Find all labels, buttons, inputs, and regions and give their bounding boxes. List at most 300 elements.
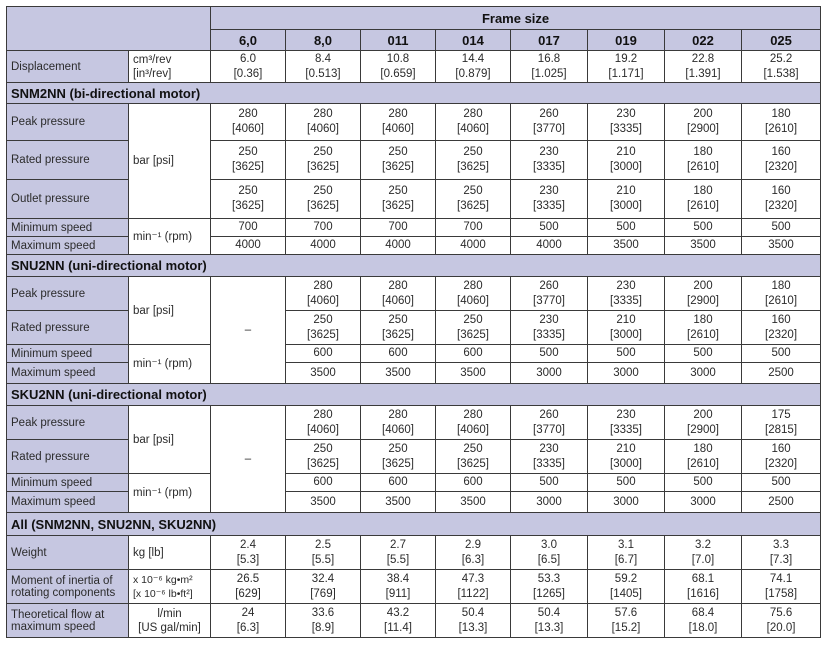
metric-value: 260 [539,108,559,120]
metric-value: 10.8 [386,52,410,65]
value-cell: 2500 [742,363,821,384]
value-cell: 3000 [665,363,742,384]
value-cell [436,536,511,570]
not-available-cell: – [211,406,286,513]
imperial-value: [0.513] [305,67,341,80]
value-cell [436,311,511,345]
section-title: SKU2NN (uni-directional motor) [7,384,821,406]
imperial-value: [3625] [307,200,339,212]
metric-value: 280 [463,408,483,421]
metric-value: 8.4 [315,52,331,65]
imperial-value: [2320] [765,457,798,470]
value-cell [436,440,511,474]
value-cell [665,104,742,141]
value-cell [511,311,588,345]
value-cell: 3000 [588,492,665,513]
value-cell [511,536,588,570]
value-cell: 3000 [511,492,588,513]
value-cell: 3500 [665,237,742,255]
value-cell [742,311,821,345]
value-cell [361,180,436,219]
value-cell [665,570,742,604]
metric-value: 250 [463,442,483,455]
value-cell [436,51,511,83]
metric-value: 280 [388,279,408,292]
metric-value: 230 [539,185,559,197]
unit-line: [in³/rev] [133,67,172,80]
imperial-value: [1616] [687,587,719,600]
pressure-unit: bar [psi] [129,104,211,219]
row-label: Minimum speed [7,345,129,363]
speed-unit: min⁻¹ (rpm) [129,345,211,384]
value-cell: 4000 [211,237,286,255]
value-cell [436,277,511,311]
metric-value: 210 [616,185,636,197]
metric-value: 250 [313,185,333,197]
section-title: SNU2NN (uni-directional motor) [7,255,821,277]
value-cell [286,536,361,570]
row-label: Rated pressure [7,440,129,474]
value-cell: 500 [742,474,821,492]
metric-value: 250 [238,185,258,197]
value-cell [361,440,436,474]
value-cell [361,141,436,180]
metric-value: 210 [616,442,636,455]
value-cell [588,51,665,83]
imperial-value: [3000] [610,328,642,341]
value-cell [588,311,665,345]
value-cell [511,277,588,311]
value-cell: 500 [588,345,665,363]
value-cell [742,141,821,180]
value-cell: 3500 [436,363,511,384]
value-cell: 4000 [286,237,361,255]
value-cell [511,440,588,474]
metric-value: 68.4 [691,606,715,619]
metric-value: 250 [388,313,408,326]
imperial-value: [3335] [533,328,565,341]
label-line: maximum speed [11,620,96,633]
value-cell: 600 [436,474,511,492]
value-cell [665,604,742,638]
value-cell: 3000 [511,363,588,384]
imperial-value: [18.0] [688,621,718,634]
value-cell [436,141,511,180]
value-cell: 3500 [361,363,436,384]
value-cell [211,536,286,570]
metric-value: 280 [313,408,333,421]
value-cell: 600 [361,345,436,363]
metric-value: 47.3 [461,572,485,585]
sku-peak-row [7,406,821,440]
imperial-value: [1122] [457,587,489,600]
snu-peak-row [7,277,821,311]
imperial-value: [3625] [382,161,414,173]
metric-value: 74.1 [769,572,793,585]
imperial-value: [911] [385,587,411,600]
metric-value: 180 [693,442,713,455]
metric-value: 280 [313,279,333,292]
row-label: Minimum speed [7,219,129,237]
displacement-unit [129,51,211,83]
imperial-value: [20.0] [766,621,796,634]
imperial-value: [1405] [610,587,642,600]
imperial-value: [2900] [687,123,719,135]
imperial-value: [4060] [382,123,414,135]
metric-value: 160 [771,185,791,197]
value-cell: 500 [511,474,588,492]
flow-row [7,604,821,638]
metric-value: 19.2 [614,52,638,65]
metric-value: 43.2 [386,606,410,619]
imperial-value: [3335] [610,123,642,135]
inertia-unit [129,570,211,604]
imperial-value: [6.7] [614,553,638,566]
imperial-value: [3625] [457,161,489,173]
value-cell [742,277,821,311]
value-cell [211,570,286,604]
imperial-value: [6.3] [236,621,260,634]
value-cell: 700 [211,219,286,237]
imperial-value: [3335] [533,200,565,212]
value-cell: 500 [665,219,742,237]
metric-value: 250 [463,313,483,326]
unit-line: x 10⁻⁶ kg•m² [133,573,193,586]
snu-min-speed-row [7,345,821,363]
value-cell [286,406,361,440]
imperial-value: [3625] [382,328,414,341]
metric-value: 3.0 [541,538,557,551]
value-cell: 600 [361,474,436,492]
metric-value: 38.4 [386,572,410,585]
value-cell [665,536,742,570]
metric-value: 230 [539,313,559,326]
imperial-value: [11.4] [384,621,412,634]
value-cell: 500 [511,219,588,237]
imperial-value: [4060] [232,123,264,135]
value-cell [511,180,588,219]
metric-value: 3.2 [695,538,711,551]
metric-value: 250 [388,442,408,455]
speed-unit: min⁻¹ (rpm) [129,474,211,513]
metric-value: 180 [693,313,713,326]
value-cell [588,440,665,474]
imperial-value: [4060] [457,423,489,436]
value-cell [742,180,821,219]
imperial-value: [2320] [765,200,798,212]
metric-value: 50.4 [461,606,485,619]
frame-size-header: 6,0 [211,30,286,51]
imperial-value: [1.538] [763,67,799,80]
imperial-value: [3000] [610,200,642,212]
value-cell [742,570,821,604]
metric-value: 22.8 [691,52,715,65]
metric-value: 160 [771,442,791,455]
all-section-row [7,513,821,536]
metric-value: 250 [238,146,258,158]
value-cell [361,536,436,570]
metric-value: 210 [616,146,636,158]
imperial-value: [3625] [457,200,489,212]
metric-value: 180 [771,279,791,292]
metric-value: 280 [388,108,408,120]
value-cell [665,51,742,83]
row-label: Weight [7,536,129,570]
value-cell [588,141,665,180]
value-cell [436,604,511,638]
value-cell [588,180,665,219]
metric-value: 3.3 [773,538,790,551]
imperial-value: [3335] [533,457,565,470]
value-cell [361,51,436,83]
value-cell [436,406,511,440]
metric-value: 175 [771,408,791,421]
imperial-value: [2610] [687,161,719,173]
value-cell [361,311,436,345]
metric-value: 230 [539,442,559,455]
metric-value: 250 [388,185,408,197]
unit-line: l/min [157,607,182,620]
value-cell [211,104,286,141]
value-cell: 500 [511,345,588,363]
metric-value: 230 [616,279,636,292]
imperial-value: [3335] [533,161,565,173]
imperial-value: [2320] [765,161,798,173]
value-cell [286,604,361,638]
metric-value: 230 [616,408,636,421]
unit-line: [x 10⁻⁶ lb•ft²] [133,587,193,600]
row-label: Rated pressure [7,311,129,345]
sku-min-speed-row [7,474,821,492]
value-cell [665,180,742,219]
not-available-cell: – [211,277,286,384]
value-cell [511,104,588,141]
header-blank-cell [7,7,211,51]
speed-unit: min⁻¹ (rpm) [129,219,211,255]
value-cell [665,277,742,311]
value-cell [742,51,821,83]
imperial-value: [4060] [457,123,489,135]
value-cell: 600 [286,474,361,492]
metric-value: 25.2 [769,52,793,65]
value-cell [361,406,436,440]
value-cell [588,536,665,570]
imperial-value: [769] [310,587,336,600]
value-cell [588,104,665,141]
row-label: Maximum speed [7,363,129,384]
metric-value: 250 [463,185,483,197]
metric-value: 280 [463,108,483,120]
imperial-value: [3770] [533,423,565,436]
imperial-value: [8.9] [311,621,335,634]
metric-value: 230 [616,108,636,120]
imperial-value: [3625] [232,161,264,173]
imperial-value: [2320] [765,328,798,341]
metric-value: 280 [388,408,408,421]
imperial-value: [3335] [610,294,642,307]
imperial-value: [7.3] [769,553,793,566]
metric-value: 260 [539,408,559,421]
value-cell: 3500 [286,492,361,513]
displacement-label: Displacement [7,51,129,83]
imperial-value: [3625] [457,457,489,470]
imperial-value: [3625] [307,328,339,341]
row-label: Maximum speed [7,237,129,255]
imperial-value: [4060] [307,123,339,135]
imperial-value: [0.879] [455,67,491,80]
value-cell [286,51,361,83]
value-cell: 500 [665,345,742,363]
label-line: Moment of inertia of [11,574,113,587]
frame-size-header: 011 [361,30,436,51]
metric-value: 200 [693,408,713,421]
imperial-value: [6.5] [537,553,561,566]
metric-value: 250 [313,146,333,158]
imperial-value: [3000] [610,161,642,173]
imperial-value: [2610] [765,294,798,307]
metric-value: 2.7 [390,538,406,551]
imperial-value: [7.0] [691,553,715,566]
value-cell [665,440,742,474]
imperial-value: [15.2] [611,621,641,634]
metric-value: 250 [313,442,333,455]
value-cell: 3500 [588,237,665,255]
frame-size-title-row [7,7,821,30]
imperial-value: [3625] [457,328,489,341]
label-line: rotating components [11,586,116,599]
imperial-value: [1758] [765,587,798,600]
displacement-row [7,51,821,83]
value-cell [211,604,286,638]
row-label: Maximum speed [7,492,129,513]
value-cell: 500 [742,219,821,237]
metric-value: 26.5 [236,572,260,585]
imperial-value: [4060] [307,294,339,307]
value-cell [286,311,361,345]
imperial-value: [3335] [610,423,642,436]
imperial-value: [3625] [307,457,339,470]
metric-value: 53.3 [537,572,561,585]
value-cell [361,277,436,311]
value-cell [286,141,361,180]
value-cell [588,604,665,638]
metric-value: 250 [313,313,333,326]
value-cell: 600 [286,345,361,363]
value-cell: 4000 [436,237,511,255]
metric-value: 180 [693,185,713,197]
label-line: Theoretical flow at [11,608,105,621]
metric-value: 50.4 [537,606,561,619]
value-cell [665,141,742,180]
frame-size-header: 019 [588,30,665,51]
value-cell: 3500 [742,237,821,255]
imperial-value: [4060] [307,423,339,436]
value-cell [211,141,286,180]
value-cell [511,604,588,638]
value-cell [286,570,361,604]
row-label [7,604,129,638]
value-cell: 500 [742,345,821,363]
imperial-value: [3625] [232,200,264,212]
frame-size-spec-table [6,6,821,638]
metric-value: 2.4 [240,538,256,551]
metric-value: 32.4 [311,572,335,585]
value-cell: 4000 [511,237,588,255]
value-cell [511,51,588,83]
imperial-value: [4060] [457,294,489,307]
frame-size-header: 017 [511,30,588,51]
imperial-value: [1.391] [685,67,721,80]
metric-value: 3.1 [618,538,634,551]
metric-value: 160 [771,146,791,158]
metric-value: 280 [313,108,333,120]
value-cell [742,604,821,638]
imperial-value: [0.36] [233,67,263,80]
imperial-value: [2815] [765,423,798,436]
metric-value: 230 [539,146,559,158]
imperial-value: [2900] [687,423,719,436]
metric-value: 180 [693,146,713,158]
pressure-unit: bar [psi] [129,406,211,474]
imperial-value: [3625] [382,457,414,470]
imperial-value: [3770] [533,294,565,307]
imperial-value: [4060] [382,294,414,307]
value-cell: 2500 [742,492,821,513]
value-cell [286,277,361,311]
value-cell [286,440,361,474]
weight-unit: kg [lb] [129,536,211,570]
value-cell: 500 [665,474,742,492]
value-cell: 3000 [588,363,665,384]
value-cell [665,311,742,345]
metric-value: 200 [693,279,713,292]
value-cell: 3000 [665,492,742,513]
value-cell [511,406,588,440]
inertia-row [7,570,821,604]
metric-value: 280 [238,108,258,120]
value-cell [361,570,436,604]
value-cell: 500 [588,219,665,237]
imperial-value: [0.659] [380,67,416,80]
value-cell [742,440,821,474]
metric-value: 2.9 [465,538,481,551]
sku-section-row [7,384,821,406]
value-cell [588,570,665,604]
value-cell: 3500 [286,363,361,384]
imperial-value: [1265] [533,587,565,600]
imperial-value: [4060] [382,423,414,436]
unit-line: cm³/rev [133,53,172,66]
frame-size-header: 014 [436,30,511,51]
value-cell [286,104,361,141]
row-label: Peak pressure [7,277,129,311]
value-cell: 3500 [436,492,511,513]
imperial-value: [2610] [687,328,719,341]
metric-value: 250 [388,146,408,158]
value-cell [588,406,665,440]
metric-value: 57.6 [614,606,638,619]
value-cell [742,536,821,570]
value-cell [286,180,361,219]
value-cell [361,104,436,141]
section-title: SNM2NN (bi-directional motor) [7,83,821,104]
metric-value: 59.2 [614,572,638,585]
flow-unit [129,604,211,638]
metric-value: 180 [771,108,791,120]
metric-value: 200 [693,108,713,120]
snm-min-speed-row [7,219,821,237]
metric-value: 210 [616,313,636,326]
